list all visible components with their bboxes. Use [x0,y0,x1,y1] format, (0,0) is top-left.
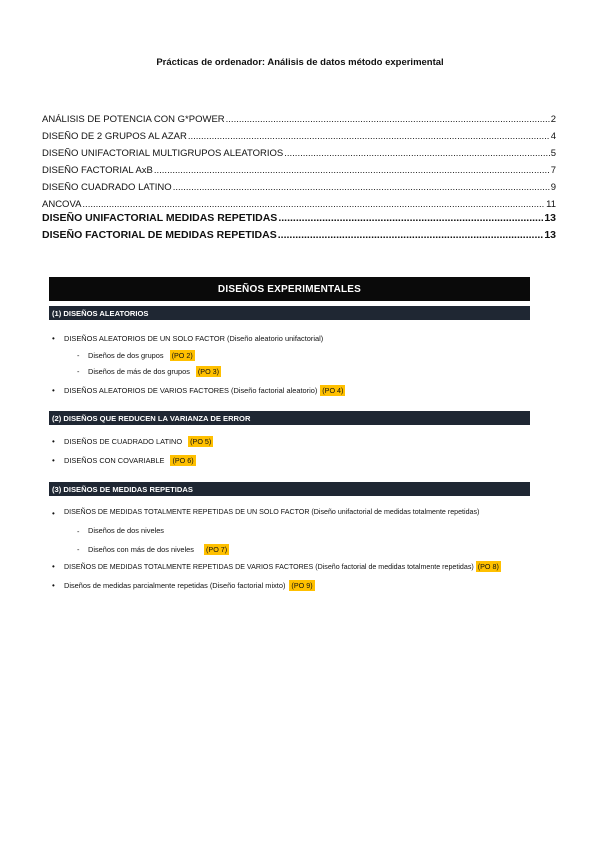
practice-tag: (PO 9) [291,581,313,590]
practice-tag: (PO 5) [190,437,212,446]
section-heading-repeated-measures: (3) DISEÑOS DE MEDIDAS REPETIDAS [49,482,530,496]
practice-tag: (PO 7) [206,545,228,554]
list-item-text: Diseños de medidas parcialmente repetidas (Diseño factorial mixto) [64,581,286,590]
toc-entry[interactable] [42,182,556,193]
toc-entry-label: DISEÑO DE 2 GRUPOS AL AZAR [42,131,187,142]
list-item-text: DISEÑOS DE CUADRADO LATINO [64,437,183,446]
toc-leader [226,114,550,125]
list-item-text: DISEÑOS DE MEDIDAS TOTALMENTE REPETIDAS DE UN SOLO FACTOR (Diseño unifactorial de medidas totalmente repetidas) [64,508,480,516]
bullet-icon: • [52,437,55,446]
toc-leader [173,182,550,193]
toc-entry-page: 2 [550,114,556,125]
list-item-text: Diseños de dos niveles [88,526,165,535]
toc-entry[interactable] [42,165,556,176]
list-subitem [88,526,164,535]
practice-tag: (PO 4) [322,386,344,395]
bullet-icon: • [52,581,55,590]
toc-entry-label: ANCOVA [42,199,82,210]
list-item [64,436,213,447]
bullet-icon: • [52,509,55,518]
list-item [64,580,315,591]
toc-entry-page: 4 [550,131,556,142]
dash-icon: - [77,367,80,376]
list-item-text: DISEÑOS ALEATORIOS DE UN SOLO FACTOR (Diseño aleatorio unifactorial) [64,334,324,343]
document-title: Prácticas de ordenador: Análisis de datos método experimental [156,57,444,68]
bullet-icon: • [52,334,55,343]
list-item [64,561,501,572]
toc-entry-label: DISEÑO CUADRADO LATINO [42,182,172,193]
bullet-icon: • [52,456,55,465]
toc-entry[interactable] [42,199,556,210]
list-item [64,508,479,516]
bullet-icon: • [52,562,55,571]
list-item-text: Diseños de más de dos grupos [88,367,190,376]
toc-leader [284,148,549,159]
toc-entry-page: 13 [544,229,556,241]
toc-entry[interactable] [42,148,556,159]
toc-entry-page: 5 [550,148,556,159]
toc-entry-label: DISEÑO UNIFACTORIAL MEDIDAS REPETIDAS [42,212,278,224]
practice-tag: (PO 2) [171,351,193,360]
dash-icon: - [77,545,80,554]
toc-entry-page: 7 [550,165,556,176]
toc-entry-page: 11 [546,199,556,210]
list-item-text: Diseños con más de dos niveles [88,545,194,554]
bullet-icon: • [52,386,55,395]
list-subitem [88,350,195,361]
practice-tag: (PO 3) [197,367,220,376]
toc-entry-page: 9 [550,182,556,193]
toc-entry[interactable] [42,114,556,125]
list-item [64,385,345,396]
list-subitem [88,544,229,555]
toc-entry[interactable] [42,212,556,224]
section-heading-error-variance: (2) DISEÑOS QUE REDUCEN LA VARIANZA DE ERROR [49,411,530,425]
list-item-text: DISEÑOS ALEATORIOS DE VARIOS FACTORES (Diseño factorial aleatorio) [64,386,318,395]
toc-entry-label: DISEÑO FACTORIAL AxB [42,165,153,176]
toc-entry[interactable] [42,131,556,142]
designs-banner: DISEÑOS EXPERIMENTALES [49,277,530,301]
list-item-text: DISEÑOS DE MEDIDAS TOTALMENTE REPETIDAS DE VARIOS FACTORES (Diseño factorial de medidas totalmente repetidas) [64,562,474,571]
toc-entry-page: 13 [544,212,556,224]
toc-entry[interactable] [42,229,556,241]
dash-icon: - [77,527,80,536]
toc-leader [278,212,543,224]
toc-entry-label: DISEÑO FACTORIAL DE MEDIDAS REPETIDAS [42,229,277,241]
toc-leader [188,131,550,142]
toc-entry-label: DISEÑO UNIFACTORIAL MULTIGRUPOS ALEATORIOS [42,148,284,159]
toc-entry-label: ANÁLISIS DE POTENCIA CON G*POWER [42,114,225,125]
practice-tag: (PO 8) [477,562,499,571]
list-item-text: Diseños de dos grupos [88,351,164,360]
list-item [64,334,323,343]
dash-icon: - [77,351,80,360]
practice-tag: (PO 6) [172,456,194,465]
section-heading-random-designs: (1) DISEÑOS ALEATORIOS [49,306,530,320]
list-item-text: DISEÑOS CON COVARIABLE [64,456,165,465]
list-item [64,455,196,466]
toc-leader [154,165,550,176]
list-subitem [88,366,221,377]
toc-leader [278,229,544,241]
toc-leader [82,199,545,210]
